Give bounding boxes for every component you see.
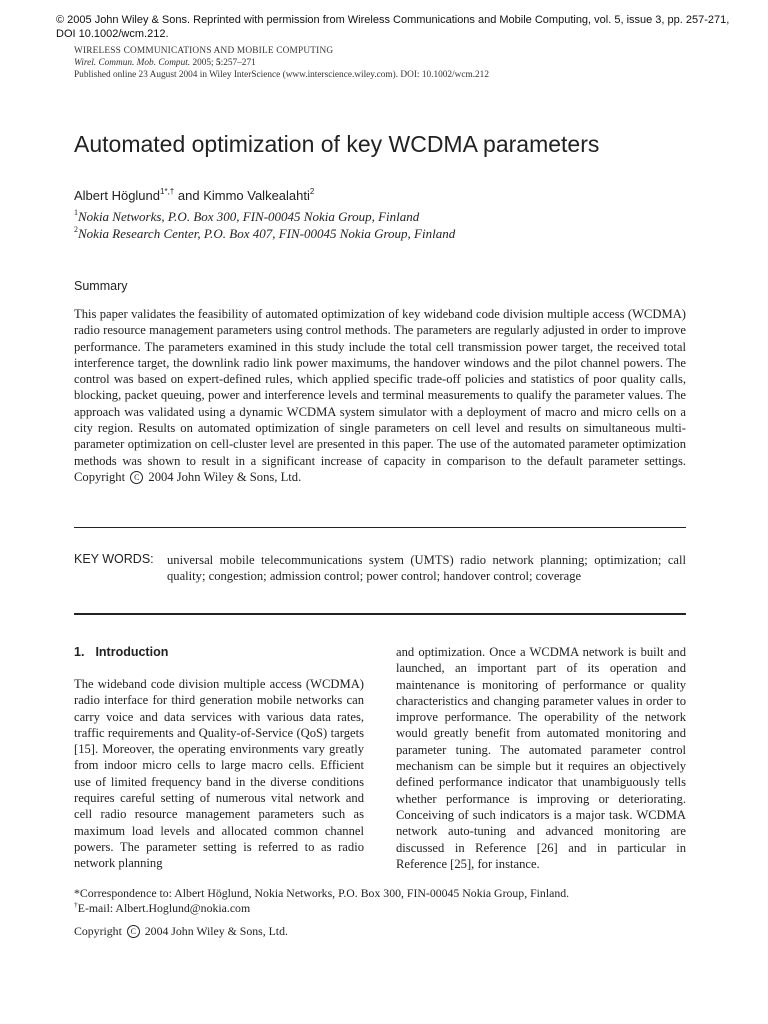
author-2-marks: 2: [309, 187, 315, 196]
journal-citation: [74, 58, 714, 70]
journal-header: [74, 46, 714, 81]
journal-volume: 5: [215, 57, 221, 68]
copyright-symbol-footer: C: [127, 925, 140, 938]
summary-heading: Summary: [74, 279, 128, 293]
footnote-email-text: E-mail: Albert.Hoglund@nokia.com: [77, 900, 251, 915]
section-title: Introduction: [95, 645, 169, 659]
copyright-line: [74, 924, 288, 939]
journal-pages: :257–271: [220, 57, 256, 68]
affiliation-2-mark: 2: [74, 225, 78, 234]
journal-published: Published online 23 August 2004 in Wiley InterScience (www.interscience.wiley.com). DOI: 10.1002/wcm.212: [74, 69, 489, 80]
footnote-correspondence: *Correspondence to: Albert Höglund, Nokia Networks, P.O. Box 300, FIN-00045 Nokia Group, Finland.: [74, 886, 570, 900]
reprint-notice: © 2005 John Wiley & Sons. Reprinted with permission from Wireless Communications and Mobile Computing, vol. 5, issue 3, pp. 257-271, DOI 10.1002/wcm.212.: [56, 14, 730, 40]
summary-copyright: 2004 John Wiley & Sons, Ltd.: [148, 469, 302, 484]
author-1-marks: 1*,†: [160, 187, 175, 196]
footnotes: [74, 886, 686, 915]
author-line: [74, 188, 314, 203]
author-conjunction: and: [177, 188, 200, 203]
summary-text: [74, 306, 686, 485]
journal-name: WIRELESS COMMUNICATIONS AND MOBILE COMPUTING: [74, 46, 334, 56]
author-1: Albert Höglund: [74, 188, 160, 203]
section-heading-introduction: [74, 645, 168, 659]
paper-title: Automated optimization of key WCDMA parameters: [74, 131, 600, 157]
copyright-text: 2004 John Wiley & Sons, Ltd.: [144, 924, 288, 938]
author-2: Kimmo Valkealahti: [203, 188, 310, 203]
divider-bottom: [74, 613, 686, 615]
keywords-text: universal mobile telecommunications system (UMTS) radio network planning; optimization; call quality; congestion; admission control; power control; handover control; coverage: [167, 553, 686, 584]
section-number: 1.: [74, 645, 85, 659]
affiliation-1-mark: 1: [74, 208, 78, 217]
keywords-label: KEY WORDS:: [74, 552, 154, 566]
affiliation-2-text: Nokia Research Center, P.O. Box 407, FIN-00045 Nokia Group, Finland: [78, 226, 456, 241]
footnote-email: [74, 901, 686, 916]
intro-column-left: The wideband code division multiple access (WCDMA) radio interface for third generation mobile networks can carry voice and data services with various data rates, traffic requirements and Quality-of-Service (QoS) targets [15]. Moreover, the operating environments vary greatly from indoor micro cells to large macro cells. Efficient use of limited frequency band in the diverse conditions requires careful setting of numerous vital network and cell radio resource management parameters such as maximum load levels and allocated common channel powers. The parameter setting is referred to as radio network planning: [74, 677, 364, 871]
affiliation-1-text: Nokia Networks, P.O. Box 300, FIN-00045 Nokia Group, Finland: [78, 209, 420, 224]
journal-year: 2005;: [192, 57, 214, 68]
affiliation-2: [74, 226, 455, 242]
affiliation-1: [74, 209, 419, 225]
divider-top: [74, 527, 686, 528]
footnote-email-mark: †: [74, 899, 78, 909]
copyright-symbol: C: [130, 471, 143, 484]
intro-column-right: and optimization. Once a WCDMA network is built and launched, an important part of its operation and maintenance is monitoring of performance or quality characteristics and changing parameter values in order to improve performance. The operability of the network would greatly benefit from automated monitoring and parameter tuning. The automated parameter control mechanism can be simple but it requires an objectively defined performance indicator that unambiguously tells whether performance is improving or deteriorating. Conceiving of such indicators is a major task. WCDMA network auto-tuning and advanced monitoring are discussed in Reference [26] and in particular in Reference [25], for instance.: [396, 645, 686, 871]
copyright-prefix: Copyright: [74, 924, 122, 938]
journal-abbrev: Wirel. Commun. Mob. Comput.: [74, 57, 191, 68]
summary-body: This paper validates the feasibility of automated optimization of key wideband code division multiple access (WCDMA) radio resource management parameters using control methods. The parameters are regularly adjusted in order to improve performance. The parameters examined in this study include the total cell transmission power target, the received total interference target, the downlink radio link power maximums, the handover windows and the pilot channel powers. The control was based on expert-defined rules, which applied specific trade-off policies and statistics of poor quality calls, blocking, packet queuing, power and interference levels and terminal measurements to qualify the parameter values. The approach was validated using a dynamic WCDMA system simulator with a deployment of macro and micro cells on a city region. Results on automated optimization of single parameters on cell level and results on simultaneous multi-parameter optimization on cell-cluster level are presented in this paper. The use of the automated parameter optimization methods was shown to result in a significant increase of capacity in comparison to the default parameter settings. Copyright: [74, 307, 686, 484]
